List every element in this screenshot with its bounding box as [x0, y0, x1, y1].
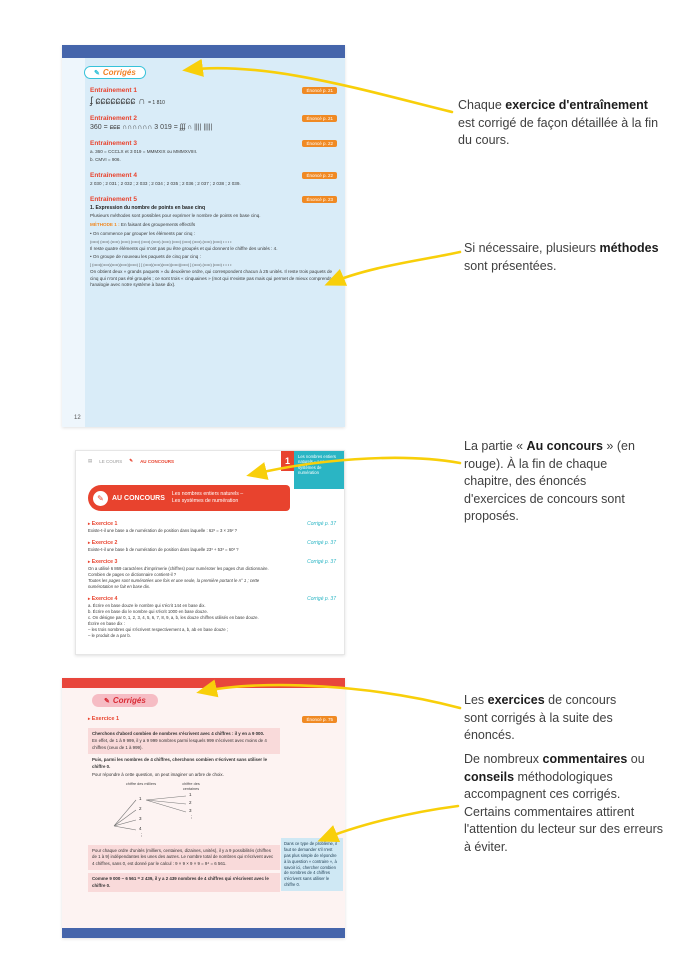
- page-thumbnail-corriges-concours: [62, 678, 345, 938]
- numeral-result: = 1 810: [148, 100, 165, 106]
- annotation-commentaires: [464, 751, 669, 856]
- solution-conclusion: Comme 9 000 − 6 561 = 2 439, il y a 2 439 nombres de 4 chiffres qui s'écrivent avec le chiffre 0.: [88, 873, 280, 892]
- methode-line: [90, 222, 337, 229]
- solution-paragraph: Plusieurs méthodes sont possibles pour exprimer le nombre de points en base cinq.: [90, 212, 261, 218]
- bullet-line: • On groupe de nouveau les paquets de cinq par cinq :: [90, 254, 201, 260]
- solution-paragraph: On obtient deux « grands paquets » du deuxième ordre, qui correspondent chacun à 25 unités. Il reste trois paquets de cinq qui n'ont pas été groupés ; ce sont trois « cinquaines » (mot qui n'existe pas mais qui permet de mieux comprendre l'analogie avec notre système à base dix).: [90, 268, 334, 288]
- annotation-au-concours: [464, 438, 646, 526]
- exercise-body: Existe-t-il une base b de numération de position dans laquelle 23³ + 53³ = 60³ ?: [88, 547, 239, 553]
- solution-content: [88, 728, 280, 780]
- solution-paragraph: Pour chaque ordre d'unités (milliers, centaines, dizaines, unités), il y a 9 possibilités (chiffres de 1 à 9) indépendantes les unes des autres. Le nombre total de nombres qui s'écrivent avec 4 chiffres, sans 0, est donné par le calcul : 9 × 9 × 9 × 9 = 9⁴ = 6 561.: [88, 845, 280, 870]
- annotation-text: ou: [627, 752, 645, 766]
- exercises-list: [88, 521, 336, 645]
- annotation-bold: exercice d'entraînement: [505, 98, 648, 112]
- entrainement-2-section: [90, 115, 337, 132]
- page-thumbnail-corriges-cours: [62, 45, 345, 427]
- banner-subtitle-line2: Les systèmes de numération: [171, 498, 239, 504]
- solution-paragraph: Il reste quatre éléments qui n'ont pas pu être groupés et qui donnent le chiffre des unités : 4.: [90, 245, 278, 251]
- corrige-page-ref: Corrigé p. 37: [307, 559, 336, 566]
- egyptian-numerals: [90, 96, 337, 107]
- exercise-header-row: [88, 716, 337, 723]
- entrainement-2-title: Entraînement 2: [90, 115, 137, 122]
- annotation-text: Chaque: [458, 98, 506, 112]
- exercise-body: Existe-t-il une base a de numération de position dans laquelle : 62² = 3 × 26² ?: [88, 528, 238, 533]
- entrainement-5-title: Entraînement 5: [90, 195, 137, 203]
- book-icon: ▤: [88, 458, 93, 463]
- banner-title: AU CONCOURS: [112, 494, 165, 502]
- exercise-body-line: c. On désigne par 0, 1, 2, 3, 4, 5, 6, 7, 8, 9, a, b, les douze chiffres utilisés en base douze. Écrire en base dix :: [88, 615, 259, 627]
- solution-paragraph: Puis, parmi les nombres de 4 chiffres, cherchons combien s'écrivent sans utiliser le chiffre 0.: [92, 757, 268, 769]
- corriges-label: Corrigés: [102, 68, 136, 77]
- exercise-title: Exercice 4: [91, 596, 118, 603]
- paragraph: En effet, de 1 à 9 999, il y a 9 999 nombres parmi lesquels 999 s'écrivent avec moins de 4 chiffres (ceux de 1 à 999).: [92, 738, 267, 750]
- exercise-item: [88, 559, 336, 590]
- page3-top-bar: [62, 678, 345, 688]
- dot-groups-figure: [ (•••••)(•••••)(•••••)(•••••)(•••••) ] [ (•••••)(•••••)(•••••)(•••••)(•••••) ] (•••••) (•••••) (•••••) • • • •: [90, 262, 232, 267]
- answer-line: a. 360 = CCCLX et 3 019 = MMMXIX ou MMMXVIIII.: [90, 148, 198, 154]
- enonce-page-badge: Énoncé p. 75: [302, 716, 337, 723]
- ellipsis-icon: ⋮: [189, 815, 194, 820]
- annotation-entrainement: [458, 97, 663, 150]
- enonce-page-badge: Énoncé p. 21: [302, 115, 337, 122]
- entrainement-4-section: [90, 172, 337, 188]
- banner-subtitle-line1: Les nombres entiers naturels –: [171, 491, 244, 498]
- tree-node: 1: [189, 792, 192, 797]
- corrige-page-ref: Corrigé p. 37: [307, 540, 336, 547]
- annotation-bold: exercices: [487, 693, 545, 707]
- exercise-title: Exercice 1: [91, 521, 118, 527]
- tree-node: 2: [189, 800, 192, 805]
- tree-branches-graphic: [62, 778, 345, 840]
- tree-node: 1: [139, 796, 142, 801]
- methode-text: En faisant des groupements effectifs: [119, 222, 196, 228]
- annotation-bold: méthodes: [599, 241, 659, 255]
- tab-au-concours: AU CONCOURS: [140, 458, 175, 464]
- banner-subtitle: [172, 491, 243, 505]
- bullet-icon: ▸: [88, 540, 91, 546]
- page1-content: [90, 87, 337, 297]
- annotation-text: méthodologiques accompagnent ces corrigés. Certains commentaires attirent l'attention du lecteur sur des erreurs à éviter.: [464, 769, 664, 854]
- exercise-item: [88, 540, 336, 553]
- pencil-icon: ✎: [129, 458, 134, 463]
- dot-groups-figure: (•••••) (•••••) (•••••) (•••••) (•••••) (•••••) (•••••) (•••••) (•••••) (•••••) (•••••) (•••••) (•••••) • • • •: [90, 239, 232, 244]
- exercise-body-line: b. Écrire en base dix le nombre qui s'écrit 1000 en base douze.: [88, 609, 209, 615]
- page-number: 12: [74, 415, 81, 421]
- page1-top-bar: [62, 45, 345, 58]
- tree-node: 3: [139, 816, 142, 821]
- exercise-body-line: – le produit de a par b.: [88, 633, 131, 639]
- annotation-text: est corrigé de façon détaillée à la fin du cours.: [458, 115, 659, 147]
- exercise-title: Exercice 1: [91, 716, 120, 722]
- tree-node: 2: [139, 806, 142, 811]
- chapter-tab: [281, 451, 344, 489]
- enonce-page-badge: Énoncé p. 22: [302, 140, 337, 147]
- solution-heading: 1. Expression du nombre de points en base cinq: [90, 204, 206, 211]
- exercise-note: Toutes les pages sont numérotées une fois et une seule, la première portant le n° 1 ; cette numérotation se fait en base dix.: [88, 578, 260, 590]
- bullet-line: • On commence par grouper les éléments par cinq :: [90, 230, 196, 236]
- exercise-item: [88, 521, 336, 534]
- corriges-label: Corrigés: [112, 696, 146, 705]
- entrainement-4-title: Entraînement 4: [90, 172, 137, 179]
- annotation-exercices-corriges: [464, 692, 634, 745]
- exercise-title: Exercice 2: [91, 540, 118, 547]
- annotation-text: de concours sont corrigés à la suite des énoncés.: [464, 693, 617, 742]
- tree-node: 4: [139, 826, 142, 831]
- page2-header-tabs: [88, 458, 174, 464]
- arrow-to-methode: [328, 252, 460, 284]
- methodology-tip-box: Dans ce type de problème, il faut se demander s'il n'est pas plus simple de répondre à la question « contraire », à savoir ici, chercher combien de nombres de 4 chiffres s'écrivent sans utiliser le chiffre 0.: [281, 838, 343, 891]
- solution-paragraph: Pour répondre à cette question, on peut imaginer un arbre de choix.: [92, 771, 224, 777]
- annotation-text: » (en rouge). À la fin de chaque chapitre, des énoncés d'exercices de concours sont proposés.: [464, 439, 635, 523]
- chapter-number: 1: [281, 451, 294, 471]
- enonce-page-badge: Énoncé p. 23: [302, 196, 337, 203]
- tab-le-cours: LE COURS: [99, 458, 123, 464]
- corriges-badge: [84, 66, 146, 79]
- bullet-icon: ▸: [88, 559, 91, 565]
- exercise-body: On a utilisé 6 869 caractères d'imprimerie (chiffres) pour numéroter les pages d'un dictionnaire. Combien de pages ce dictionnaire contient-il ?: [88, 566, 269, 578]
- bullet-icon: ▸: [88, 521, 91, 526]
- entrainement-1-title: Entraînement 1: [90, 87, 137, 94]
- corrige-page-ref: Corrigé p. 37: [307, 521, 336, 527]
- entrainement-3-section: [90, 140, 337, 164]
- entrainement-3-title: Entraînement 3: [90, 139, 137, 147]
- chapter-title: Les nombres entiers naturels – Les systèmes de numération: [294, 451, 344, 489]
- methode-label: MÉTHODE 1 :: [90, 222, 120, 228]
- bullet-icon: ▸: [88, 716, 91, 721]
- annotation-text: Si nécessaire, plusieurs: [464, 241, 600, 255]
- exercise-title: Exercice 3: [91, 559, 118, 566]
- paragraph: Cherchons d'abord combien de nombres s'écrivent avec 4 chiffres : il y en a 9 000.: [92, 731, 265, 736]
- tree-label-centaines: chiffre des centaines: [182, 782, 200, 791]
- bullet-icon: ▸: [88, 596, 91, 602]
- exercise-item: [88, 596, 336, 639]
- pencil-icon: ✎: [104, 697, 110, 705]
- pencil-icon: ✎: [93, 491, 108, 506]
- page1-left-margin: [62, 58, 85, 427]
- exercise-body-line: – les trois nombres qui s'écrivent respectivement a, b, ab en base douze ;: [88, 627, 229, 633]
- tree-node: 3: [189, 808, 192, 813]
- enonce-page-badge: Énoncé p. 22: [302, 172, 337, 179]
- numeral-glyphs: ʄ ɕɕɕɕɕɕɕɕ ∩: [90, 96, 146, 107]
- annotation-text: Les: [464, 693, 488, 707]
- corrige-page-ref: Corrigé p. 37: [307, 596, 336, 603]
- egyptian-numerals: 360 = ɕɕɕ ∩∩∩∩∩∩ 3 019 = ʄʄʄ ∩ |||| |||||: [90, 124, 213, 131]
- entrainement-1-section: [90, 87, 337, 107]
- pencil-icon: ✎: [94, 69, 100, 77]
- answer-line: b. CMVI = 906.: [90, 157, 121, 163]
- tree-label-milliers: chiffre des milliers: [125, 782, 157, 786]
- annotation-methodes: [464, 240, 676, 275]
- au-concours-banner: [88, 485, 290, 511]
- page-thumbnail-au-concours: [75, 450, 345, 655]
- page3-bottom-bar: [62, 928, 345, 938]
- solution-paragraph: [88, 728, 280, 754]
- annotation-bold: conseils: [464, 769, 515, 784]
- annotation-bold: Au concours: [526, 439, 603, 453]
- annotation-text: sont présentées.: [464, 258, 557, 273]
- solution-content-2: [88, 845, 280, 895]
- enonce-page-badge: Énoncé p. 21: [302, 87, 337, 94]
- annotation-text: La partie «: [464, 439, 527, 453]
- annotation-text: De nombreux: [464, 752, 543, 766]
- answer-line: 2 030 ; 2 031 ; 2 032 ; 2 033 ; 2 034 ; 2 035 ; 2 036 ; 2 037 ; 2 038 ; 2 039.: [90, 181, 241, 186]
- corriges-badge: [92, 694, 158, 707]
- entrainement-5-section: [90, 196, 337, 289]
- ellipsis-icon: ⋮: [139, 833, 144, 838]
- annotation-bold: commentaires: [542, 752, 628, 766]
- exercise-body-line: a. Écrire en base douze le nombre qui s'écrit 144 en base dix.: [88, 603, 206, 609]
